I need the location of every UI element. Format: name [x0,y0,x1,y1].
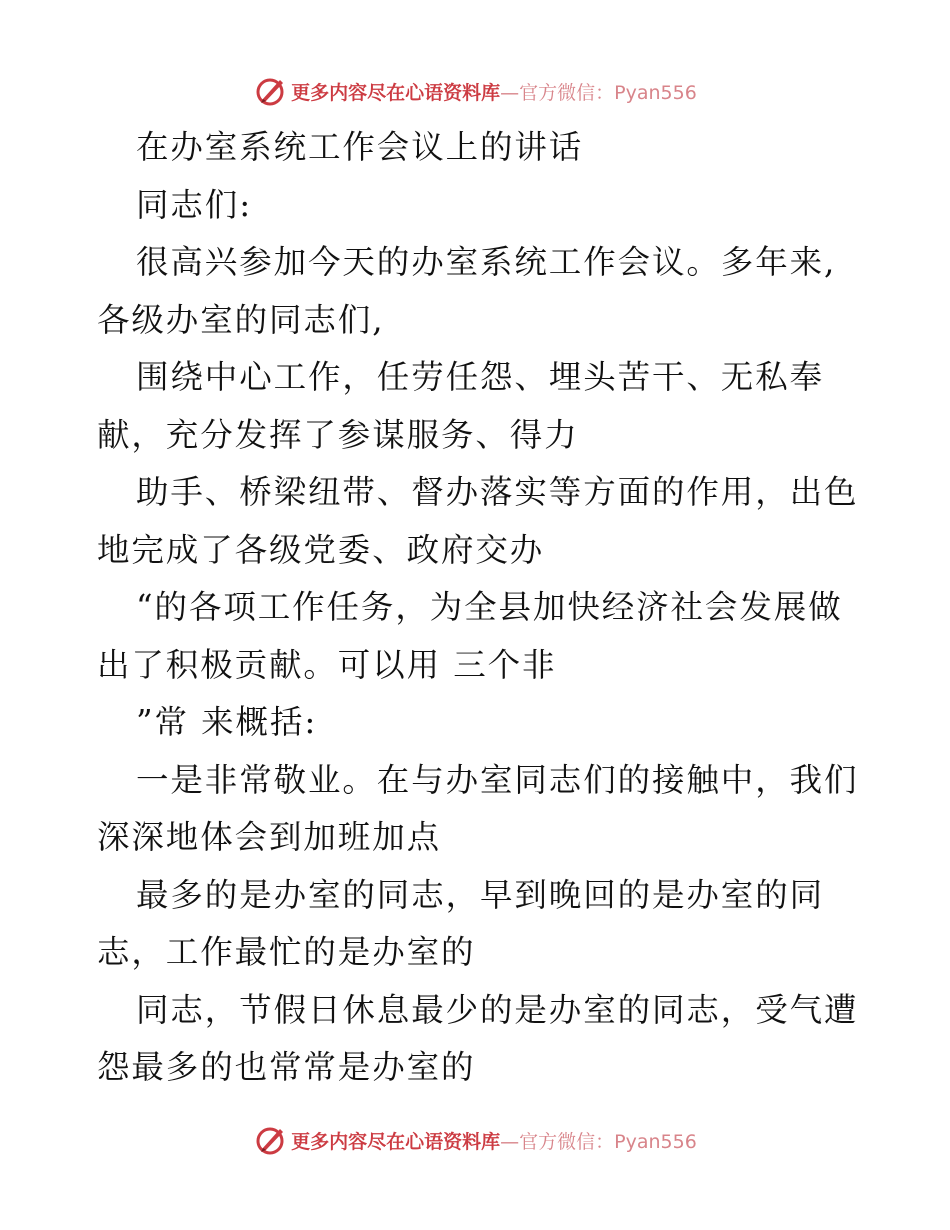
banner-text [291,78,697,105]
paragraph-line: “的各项工作任务，为全县加快经济社会发展做 [136,588,843,626]
banner-separator: — [500,1130,520,1153]
document-title: 在办室系统工作会议上的讲话 [136,128,584,166]
quill-pen-logo-icon [253,1123,287,1157]
banner-wechat-text: 官方微信：Pyan556 [519,1130,697,1153]
paragraph-line: 怨最多的也常常是办室的 [97,1048,476,1086]
banner-text [291,1127,697,1154]
paragraph-line: 出了积极贡献。可以用 三个非 [97,645,557,684]
quill-pen-logo-icon [253,74,287,108]
paragraph-line: 志，工作最忙的是办室的 [97,933,476,971]
paragraph-line: 很高兴参加今天的办室系统工作会议。多年来, [136,243,837,281]
paragraph-line: 各级办室的同志们, [97,300,385,339]
paragraph-line: 献，充分发挥了参谋服务、得力 [97,415,579,454]
paragraph-line: 地完成了各级党委、政府交办 [97,530,545,569]
paragraph-line: 围绕中心工作，任劳任怨、埋头苦干、无私奉 [136,358,825,396]
banner-wechat-text: 官方微信：Pyan556 [519,81,697,104]
header-watermark-banner [0,71,950,111]
paragraph-line: 助手、桥梁纽带、督办落实等方面的作用，出色 [136,473,859,511]
salutation: 同志们: [136,185,253,224]
paragraph-line: ”常 来概括: [136,703,318,741]
banner-brand-text: 更多内容尽在心语资料库 [291,1130,501,1153]
banner-brand-text: 更多内容尽在心语资料库 [291,81,501,104]
paragraph-line: 深深地体会到加班加点 [97,818,442,856]
banner-separator: — [500,81,520,104]
paragraph-line: 一是非常敬业。在与办室同志们的接触中，我们 [136,760,859,799]
footer-watermark-banner [0,1120,950,1160]
paragraph-line: 同志，节假日休息最少的是办室的同志，受气遭 [136,990,859,1029]
paragraph-line: 最多的是办室的同志，早到晚回的是办室的同 [136,875,825,914]
document-body [97,124,857,1102]
